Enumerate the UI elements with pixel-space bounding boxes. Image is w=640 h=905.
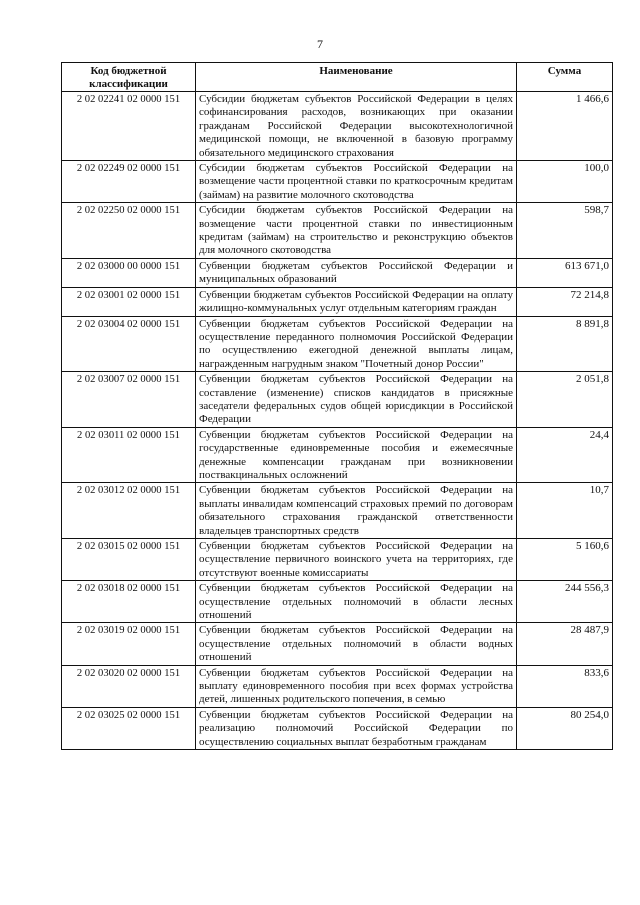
row-name: Субвенции бюджетам субъектов Российской Федерации на осуществление отдельных полномочий в области водных отношений [196,623,517,665]
budget-table [61,62,613,750]
row-code: 2 02 02241 02 0000 151 [62,92,196,161]
table-row [62,665,613,707]
row-code: 2 02 03004 02 0000 151 [62,316,196,372]
row-name: Субсидии бюджетам субъектов Российской Федерации на возмещение части процентной ставки по инвестиционным кредитам (займам) на строительство и реконструкцию объектов для молочного скотоводства [196,203,517,259]
header-sum: Сумма [517,63,613,92]
row-sum: 28 487,9 [517,623,613,665]
table-row [62,483,613,539]
row-sum: 2 051,8 [517,372,613,428]
row-code: 2 02 03012 02 0000 151 [62,483,196,539]
table-header-row [62,63,613,92]
table-row [62,203,613,259]
row-sum: 598,7 [517,203,613,259]
row-name: Субвенции бюджетам субъектов Российской Федерации на осуществление отдельных полномочий в области лесных отношений [196,581,517,623]
row-sum: 833,6 [517,665,613,707]
row-sum: 80 254,0 [517,707,613,749]
row-name: Субсидии бюджетам субъектов Российской Федерации на возмещение части процентной ставки по краткосрочным кредитам (займам) на развитие молочного скотоводства [196,161,517,203]
row-sum: 1 466,6 [517,92,613,161]
header-code: Код бюджетной классификации [62,63,196,92]
row-sum: 10,7 [517,483,613,539]
row-name: Субвенции бюджетам субъектов Российской Федерации на выплаты инвалидам компенсаций страховых премий по договорам обязательного страхования гражданской ответственности владельцев транспортных средств [196,483,517,539]
table-row [62,287,613,316]
row-code: 2 02 03019 02 0000 151 [62,623,196,665]
row-name: Субвенции бюджетам субъектов Российской Федерации на реализацию полномочий Российской Федерации по осуществлению социальных выплат безработным гражданам [196,707,517,749]
row-code: 2 02 03001 02 0000 151 [62,287,196,316]
row-sum: 613 671,0 [517,258,613,287]
row-code: 2 02 03007 02 0000 151 [62,372,196,428]
page-number: 7 [317,37,323,51]
table-row [62,258,613,287]
row-name: Субвенции бюджетам субъектов Российской Федерации на составление (изменение) списков кандидатов в присяжные заседатели федеральных судов общей юрисдикции в Российской Федерации [196,372,517,428]
table-row [62,316,613,372]
row-code: 2 02 03015 02 0000 151 [62,539,196,581]
row-code: 2 02 02249 02 0000 151 [62,161,196,203]
header-name: Наименование [196,63,517,92]
row-sum: 5 160,6 [517,539,613,581]
row-name: Субсидии бюджетам субъектов Российской Федерации в целях софинансирования расходов, возникающих при оказании гражданам Российской Федерации высокотехнологичной медицинской помощи, не включенной в базовую программу обязательного медицинского страхования [196,92,517,161]
row-code: 2 02 03025 02 0000 151 [62,707,196,749]
table-row [62,92,613,161]
row-code: 2 02 03018 02 0000 151 [62,581,196,623]
table-row [62,372,613,428]
table-row [62,427,613,483]
row-sum: 244 556,3 [517,581,613,623]
row-sum: 24,4 [517,427,613,483]
row-code: 2 02 03011 02 0000 151 [62,427,196,483]
row-name: Субвенции бюджетам субъектов Российской Федерации на осуществление первичного воинского учета на территориях, где отсутствуют военные комиссариаты [196,539,517,581]
table-row [62,623,613,665]
row-name: Субвенции бюджетам субъектов Российской Федерации на осуществление переданного полномочия Российской Федерации по осуществлению ежегодной денежной выплаты лицам, награжденным нагрудным знаком "Почетный донор России" [196,316,517,372]
row-sum: 100,0 [517,161,613,203]
row-code: 2 02 03000 00 0000 151 [62,258,196,287]
row-name: Субвенции бюджетам субъектов Российской Федерации на государственные единовременные пособия и ежемесячные денежные компенсации гражданам при возникновении поствакцинальных осложнений [196,427,517,483]
table-row [62,707,613,749]
row-code: 2 02 02250 02 0000 151 [62,203,196,259]
table-row [62,539,613,581]
table-row [62,161,613,203]
row-name: Субвенции бюджетам субъектов Российской Федерации на оплату жилищно-коммунальных услуг отдельным категориям граждан [196,287,517,316]
row-sum: 8 891,8 [517,316,613,372]
row-code: 2 02 03020 02 0000 151 [62,665,196,707]
table-row [62,581,613,623]
row-name: Субвенции бюджетам субъектов Российской Федерации и муниципальных образований [196,258,517,287]
row-name: Субвенции бюджетам субъектов Российской Федерации на выплату единовременного пособия при всех формах устройства детей, лишенных родительского попечения, в семью [196,665,517,707]
row-sum: 72 214,8 [517,287,613,316]
